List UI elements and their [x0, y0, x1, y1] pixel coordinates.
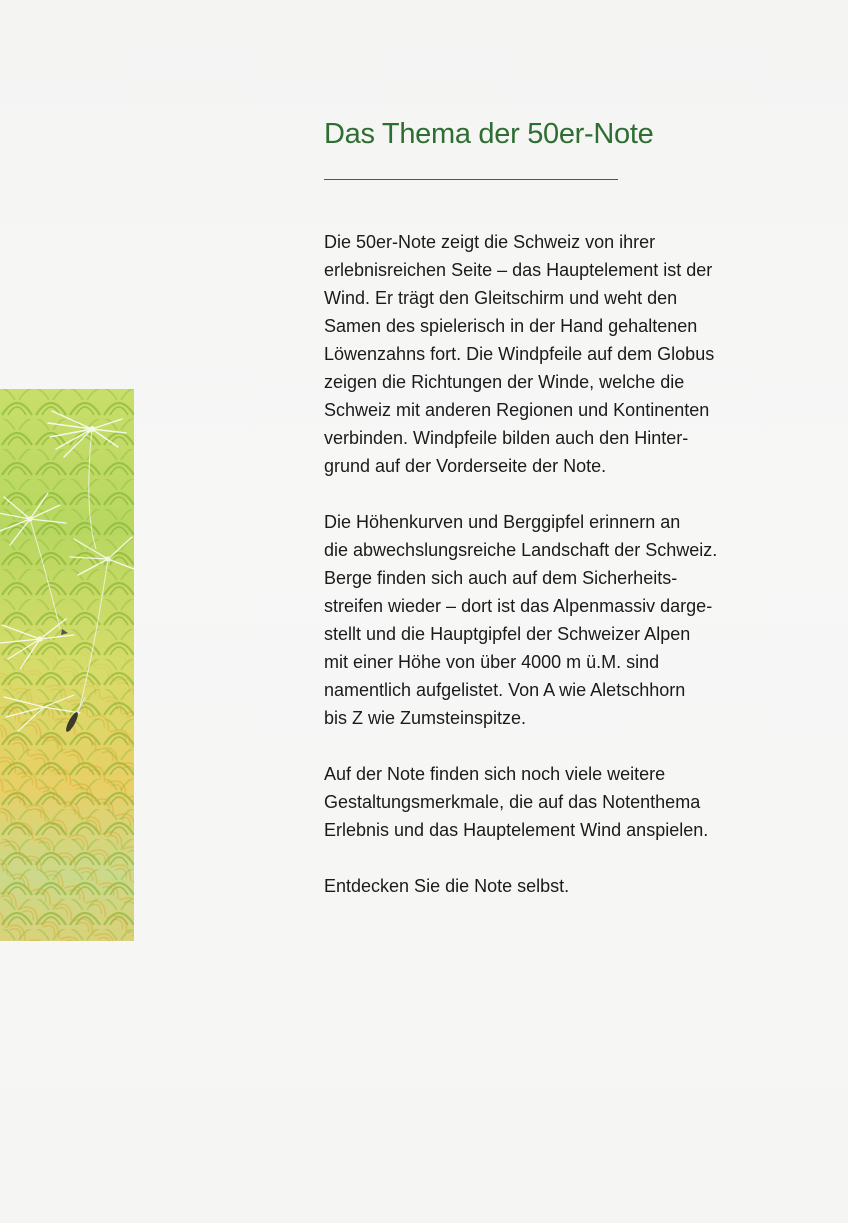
paragraph	[324, 508, 794, 732]
banknote-detail-image	[0, 389, 134, 941]
text-line: Erlebnis und das Hauptelement Wind anspielen.	[324, 820, 709, 840]
text-line: Löwenzahns fort. Die Windpfeile auf dem Globus	[324, 344, 715, 364]
paragraph	[324, 872, 794, 900]
title-underline	[324, 179, 618, 180]
text-line: Schweiz mit anderen Regionen und Kontinenten	[324, 400, 710, 420]
paragraph	[324, 228, 794, 480]
text-line: mit einer Höhe von über 4000 m ü.M. sind	[324, 652, 660, 672]
text-line: stellt und die Hauptgipfel der Schweizer Alpen	[324, 624, 691, 644]
text-line: bis Z wie Zumsteinspitze.	[324, 708, 527, 728]
text-line: verbinden. Windpfeile bilden auch den Hinter-	[324, 428, 689, 448]
text-line: namentlich aufgelistet. Von A wie Aletschhorn	[324, 680, 686, 700]
text-line: Gestaltungsmerkmale, die auf das Notenthema	[324, 792, 701, 812]
text-line: Entdecken Sie die Note selbst.	[324, 876, 570, 896]
text-line: Die 50er-Note zeigt die Schweiz von ihrer	[324, 232, 656, 252]
text-line: die abwechslungsreiche Landschaft der Schweiz.	[324, 540, 718, 560]
page-title: Das Thema der 50er-Note	[324, 118, 654, 150]
text-line: zeigen die Richtungen der Winde, welche die	[324, 372, 685, 392]
text-line: Die Höhenkurven und Berggipfel erinnern an	[324, 512, 681, 532]
text-line: erlebnisreichen Seite – das Hauptelement ist der	[324, 260, 713, 280]
text-line: Wind. Er trägt den Gleitschirm und weht den	[324, 288, 678, 308]
text-line: grund auf der Vorderseite der Note.	[324, 456, 607, 476]
text-line: Auf der Note finden sich noch viele weitere	[324, 764, 666, 784]
paragraph	[324, 760, 794, 844]
text-line: streifen wieder – dort ist das Alpenmassiv darge-	[324, 596, 713, 616]
body-text	[324, 228, 794, 928]
text-line: Berge finden sich auch auf dem Sicherheits-	[324, 568, 678, 588]
text-line: Samen des spielerisch in der Hand gehaltenen	[324, 316, 698, 336]
